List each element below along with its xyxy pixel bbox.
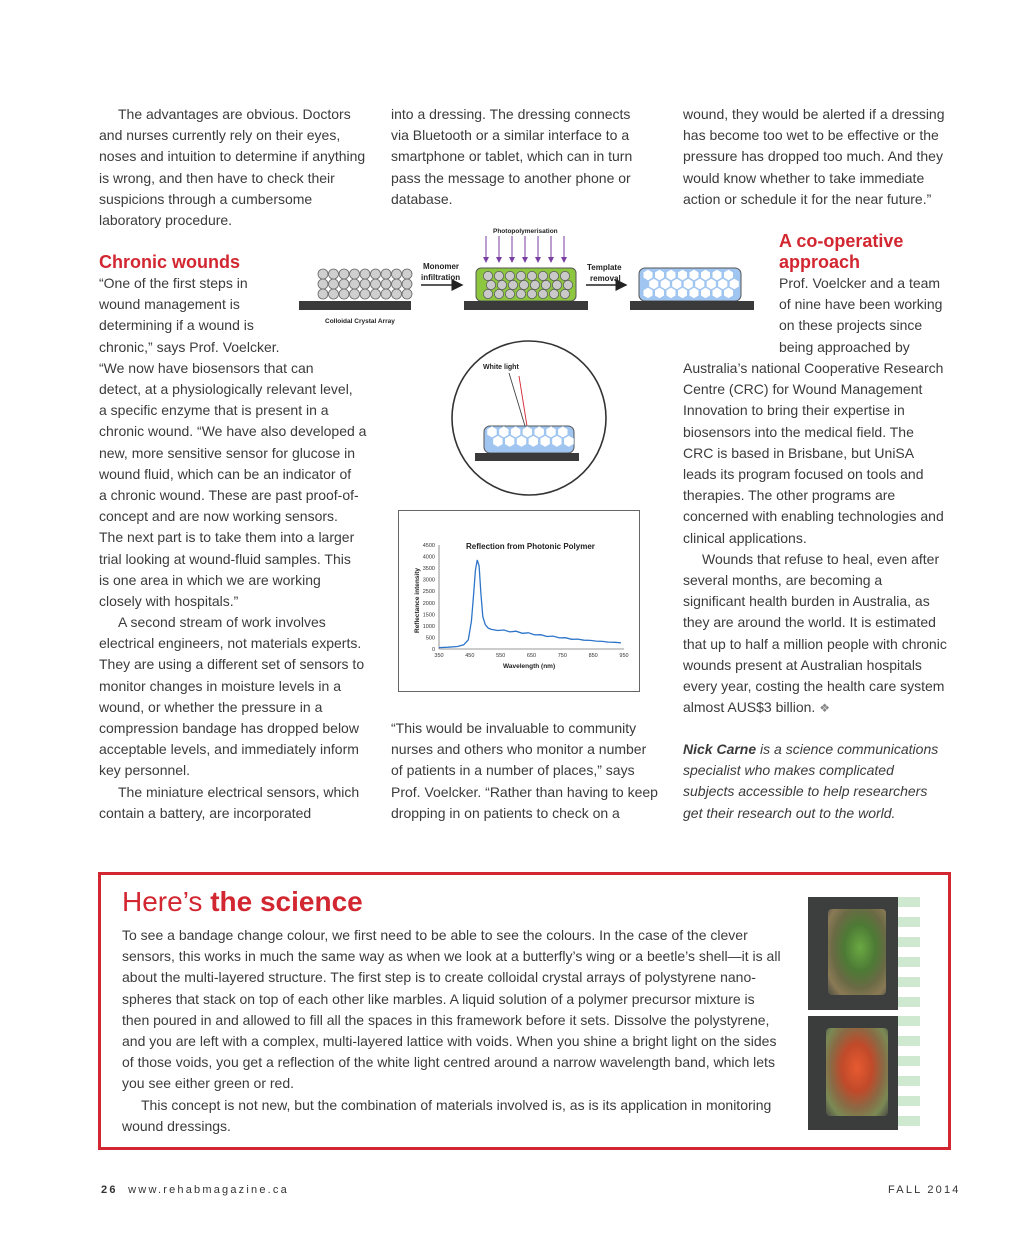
x-tick-label: 850 xyxy=(588,653,598,659)
embedded-sphere xyxy=(494,289,503,298)
col1-line: closely with hospitals.” xyxy=(99,593,239,610)
embedded-sphere xyxy=(538,271,547,280)
col3-line-list xyxy=(779,273,959,358)
col1-line: concept and are now working sensors. xyxy=(99,508,338,525)
void-cell xyxy=(655,269,665,280)
embedded-sphere xyxy=(505,289,514,298)
col1-para3 xyxy=(99,612,371,824)
author-byline xyxy=(683,739,945,824)
white-light-reflection-inset xyxy=(449,338,609,498)
crystal-sphere xyxy=(402,279,412,289)
void-cell xyxy=(505,436,515,448)
crystal-sphere xyxy=(329,279,339,289)
green-sensor-sample xyxy=(828,909,886,995)
crystal-sphere xyxy=(402,289,412,299)
science-title-light: Here’s xyxy=(122,886,211,917)
crystal-sphere xyxy=(392,279,402,289)
col1-line: “One of the first steps in xyxy=(99,275,248,291)
crystal-sphere xyxy=(371,269,381,279)
void-cell xyxy=(534,426,544,438)
crystal-sphere xyxy=(392,269,402,279)
void-cell xyxy=(666,269,676,280)
void-cell xyxy=(706,278,716,289)
inset-circle xyxy=(452,341,606,495)
photopolymerisation-label: Photopolymerisation xyxy=(493,228,558,235)
red-sensor-photo xyxy=(808,1016,920,1130)
void-cell xyxy=(655,287,665,298)
end-mark-icon: ❖ xyxy=(819,701,830,716)
crystal-sphere xyxy=(329,289,339,299)
col1-line: a chronic wound. These are past proof-of- xyxy=(99,487,359,504)
void-cell xyxy=(672,278,682,289)
x-tick-label: 350 xyxy=(434,653,444,659)
col1-line: chronic,” says Prof. Voelcker. xyxy=(99,338,280,355)
col3-paragraph-2: Australia’s national Cooperative Research Centre (CRC) for Wound Management Innovation to bring their expertise in biosensors into the medical field. The CRC is based in Brisbane, but UniSA leads its program focused on tools and therapies. The other programs are concerned with enabling technologies and clinical applications. xyxy=(683,360,944,546)
col3-para1 xyxy=(683,104,949,210)
y-tick-label: 3500 xyxy=(422,566,435,573)
col1-line: wound management is xyxy=(99,296,240,313)
x-tick-label: 550 xyxy=(496,653,506,659)
col1-line: wound fluid, which can be an indicator of xyxy=(99,465,352,482)
void-cell xyxy=(689,269,699,280)
col3-para2 xyxy=(683,358,947,719)
crystal-sphere xyxy=(318,269,328,279)
col1-line: a specific enzyme that is present in a xyxy=(99,402,329,419)
void-cell xyxy=(487,426,497,438)
void-cell xyxy=(718,278,728,289)
red-sensor-sample xyxy=(826,1028,888,1116)
void-cell xyxy=(660,278,670,289)
embedded-sphere xyxy=(538,289,547,298)
red-photo-mat xyxy=(898,1016,920,1130)
crystal-sphere xyxy=(360,269,370,279)
embedded-sphere xyxy=(516,271,525,280)
void-cell xyxy=(493,436,503,448)
embedded-sphere xyxy=(494,271,503,280)
embedded-sphere xyxy=(560,271,569,280)
void-cell xyxy=(643,269,653,280)
void-cell xyxy=(666,287,676,298)
embedded-sphere xyxy=(527,289,536,298)
chart-title: Reflection from Photonic Polymer xyxy=(466,542,595,551)
crystal-sphere xyxy=(339,269,349,279)
crystal-sphere xyxy=(350,269,360,279)
green-sensor-photo xyxy=(808,897,920,1010)
crystal-sphere xyxy=(381,279,391,289)
colloidal-crystal-array xyxy=(318,269,412,299)
col2-para1 xyxy=(391,104,647,210)
void-cell xyxy=(712,269,722,280)
magazine-url[interactable]: www.rehabmagazine.ca xyxy=(128,1184,289,1196)
void-cell xyxy=(695,278,705,289)
void-cell xyxy=(701,269,711,280)
void-cell xyxy=(546,426,556,438)
y-tick-label: 500 xyxy=(425,635,435,642)
monomer-label-2: infiltration xyxy=(421,273,461,282)
crystal-sphere xyxy=(339,289,349,299)
reflection-chart xyxy=(399,511,637,689)
embedded-sphere xyxy=(560,289,569,298)
col3-line: of nine have been working xyxy=(779,296,943,313)
y-tick-label: 2500 xyxy=(422,589,435,596)
void-cell xyxy=(689,287,699,298)
void-cell xyxy=(511,426,521,438)
x-tick-label: 450 xyxy=(465,653,475,659)
crystal-sphere xyxy=(381,289,391,299)
col2-paragraph-2: “This would be invaluable to community nurses and others who monitor a number of patients in a number of places,” says Prof. Voelcker. “Rather than having to keep dropping in on patients to check on a xyxy=(391,720,658,821)
void-cell xyxy=(528,436,538,448)
uv-arrows xyxy=(486,236,564,262)
col1-line: The next part is to take them into a larger xyxy=(99,529,355,546)
byline-description: is a science communications specialist who makes complicated subjects accessible to help researchers get their research out to the world. xyxy=(683,741,939,821)
col1-line: chronic wound. “We have also developed a xyxy=(99,423,367,440)
y-tick-label: 1500 xyxy=(422,612,435,619)
void-cell xyxy=(499,426,509,438)
void-cell xyxy=(724,287,734,298)
col3-line: being approached by xyxy=(779,338,910,355)
byline-paragraph xyxy=(683,739,945,824)
crystal-sphere xyxy=(360,279,370,289)
template-label-1: Template xyxy=(587,263,622,272)
y-tick-label: 4000 xyxy=(422,554,435,561)
embedded-sphere xyxy=(519,280,528,289)
crystal-sphere xyxy=(318,279,328,289)
science-paragraph-2: This concept is not new, but the combination of materials involved is, as is its application in monitoring wound dressings. xyxy=(122,1096,772,1134)
co-operative-heading-line2: approach xyxy=(779,252,861,272)
substrate-2 xyxy=(464,301,588,310)
col2-para2 xyxy=(391,718,661,824)
issue-label: FALL 2014 xyxy=(888,1184,961,1196)
embedded-sphere xyxy=(483,271,492,280)
co-operative-heading-line1: A co-operative xyxy=(779,231,904,251)
col1-line: detect, at a physiologically relevant level, xyxy=(99,381,353,398)
page-number: 26 xyxy=(101,1184,118,1196)
crystal-sphere xyxy=(371,279,381,289)
crystal-sphere xyxy=(350,279,360,289)
inset-substrate xyxy=(475,453,579,461)
col1-line: “We now have biosensors that can xyxy=(99,359,314,376)
col1-line: determining if a wound is xyxy=(99,317,254,334)
embedded-sphere xyxy=(486,280,495,289)
embedded-sphere xyxy=(530,280,539,289)
crystal-sphere xyxy=(402,269,412,279)
crystal-sphere xyxy=(350,289,360,299)
void-cell xyxy=(678,287,688,298)
void-cell xyxy=(649,278,659,289)
template-label-2: removal xyxy=(590,274,621,283)
col3-wrapped-lines xyxy=(779,273,959,358)
col1-paragraph-4: The miniature electrical sensors, which contain a battery, are incorporated xyxy=(99,783,360,821)
col1-line: trial looking at wound-fluid samples. This xyxy=(99,550,351,567)
void-cell xyxy=(517,436,527,448)
col1-line: new, more sensitive sensor for glucose in xyxy=(99,444,356,461)
crystal-sphere xyxy=(318,289,328,299)
chart-ylabel: Reflectance intensity xyxy=(414,567,421,633)
col1-para1 xyxy=(99,104,371,231)
void-cell xyxy=(558,426,568,438)
col1-paragraph-3: A second stream of work involves electrical engineers, not materials experts. They are using a different set of sensors to monitor changes in moisture levels in a wound, or whether the pressure in a compression bandage has dropped below acceptable levels, and immediately inform key personnel. xyxy=(99,614,365,779)
footer-left xyxy=(101,1184,289,1196)
void-cell xyxy=(678,269,688,280)
science-title-bold: the science xyxy=(210,886,363,917)
void-cell xyxy=(729,278,739,289)
void-cell xyxy=(701,287,711,298)
embedded-sphere xyxy=(527,271,536,280)
x-tick-label: 750 xyxy=(557,653,567,659)
embedded-sphere xyxy=(483,289,492,298)
crystal-sphere xyxy=(371,289,381,299)
crystal-sphere xyxy=(360,289,370,299)
crystal-sphere xyxy=(392,289,402,299)
science-box-body xyxy=(122,925,782,1137)
substrate-3 xyxy=(630,301,754,310)
substrate-1 xyxy=(299,301,411,310)
science-paragraph-1: To see a bandage change colour, we first need to be able to see the colours. In the case of the clever sensors, this works in much the same way as when we look at a butterfly’s wing or a beetle’s shell—it is all about the multi-layered structure. The first step is to create colloidal crystal arrays of polystyrene nano-spheres that stack on top of each other like marbles. A liquid solution of a polymer precursor mixture is then poured in and allowed to fill all the spaces in this framework before it sets. Dissolve the polystyrene, and you are left with a complex, multi-layered lattice with voids. When you shine a bright light on the sides of those voids, you get a reflection of the white light centred around a narrow wavelength band, which lets you see either green or red. xyxy=(122,927,781,1092)
chronic-wounds-heading: Chronic wounds xyxy=(99,252,240,272)
void-cell xyxy=(724,269,734,280)
void-cell xyxy=(643,287,653,298)
monomer-label-1: Monomer xyxy=(423,262,459,271)
y-tick-label: 4500 xyxy=(422,543,435,549)
col3-line: Prof. Voelcker and a team xyxy=(779,275,941,291)
col3-paragraph-3 xyxy=(683,549,947,720)
reflectance-series-line xyxy=(439,560,621,648)
y-tick-label: 0 xyxy=(431,647,435,653)
y-tick-label: 2000 xyxy=(422,600,435,607)
photonic-process-diagram xyxy=(296,222,756,332)
embedded-sphere xyxy=(552,280,561,289)
science-box-title xyxy=(122,884,363,920)
crystal-sphere xyxy=(329,269,339,279)
x-tick-label: 950 xyxy=(619,653,629,659)
void-cell xyxy=(564,436,574,448)
embedded-sphere xyxy=(549,289,558,298)
embedded-sphere xyxy=(541,280,550,289)
chart-xlabel: Wavelength (nm) xyxy=(503,663,556,670)
embedded-sphere xyxy=(516,289,525,298)
crystal-sphere xyxy=(339,279,349,289)
crystal-sphere xyxy=(381,269,391,279)
void-cell xyxy=(540,436,550,448)
byline-author-name: Nick Carne xyxy=(683,741,757,757)
col3-paragraph-1: wound, they would be alerted if a dressing has become too wet to be effective or the pressure has dropped too much. And they would know whether to take immediate action or schedule it for the near future.” xyxy=(683,106,945,207)
col1-line: is one area in which we are working xyxy=(99,571,321,588)
y-tick-label: 3000 xyxy=(422,577,435,584)
col3-paragraph-3-text: Wounds that refuse to heal, even after several months, are becoming a significant health burden in Australia, as they are around the world. It is estimated that up to half a million people with chronic wounds present at Australian hospitals every year, costing the health care system almost AUS$3 billion. xyxy=(683,550,947,716)
photonic-voids xyxy=(643,269,739,298)
void-cell xyxy=(712,287,722,298)
embedded-sphere xyxy=(505,271,514,280)
white-light-label: White light xyxy=(483,364,519,371)
green-photo-mat xyxy=(898,897,920,1010)
col3-line: on these projects since xyxy=(779,317,923,334)
x-tick-label: 650 xyxy=(526,653,537,659)
embedded-sphere xyxy=(508,280,517,289)
embedded-sphere xyxy=(563,280,572,289)
y-tick-label: 1000 xyxy=(422,623,435,630)
void-cell xyxy=(683,278,693,289)
void-cell xyxy=(522,426,532,438)
col2-paragraph-1: into a dressing. The dressing connects via Bluetooth or a similar interface to a smartphone or tablet, which can in turn pass the message to another phone or database. xyxy=(391,106,633,207)
colloidal-label: Colloidal Crystal Array xyxy=(325,318,395,325)
embedded-sphere xyxy=(497,280,506,289)
co-operative-heading xyxy=(779,231,903,273)
col1-paragraph-1: The advantages are obvious. Doctors and nurses currently rely on their eyes, noses and intuition to determine if anything is wrong, and then have to check their suspicions through a cumbersome laboratory procedure. xyxy=(99,106,366,229)
void-cell xyxy=(552,436,562,448)
embedded-sphere xyxy=(549,271,558,280)
